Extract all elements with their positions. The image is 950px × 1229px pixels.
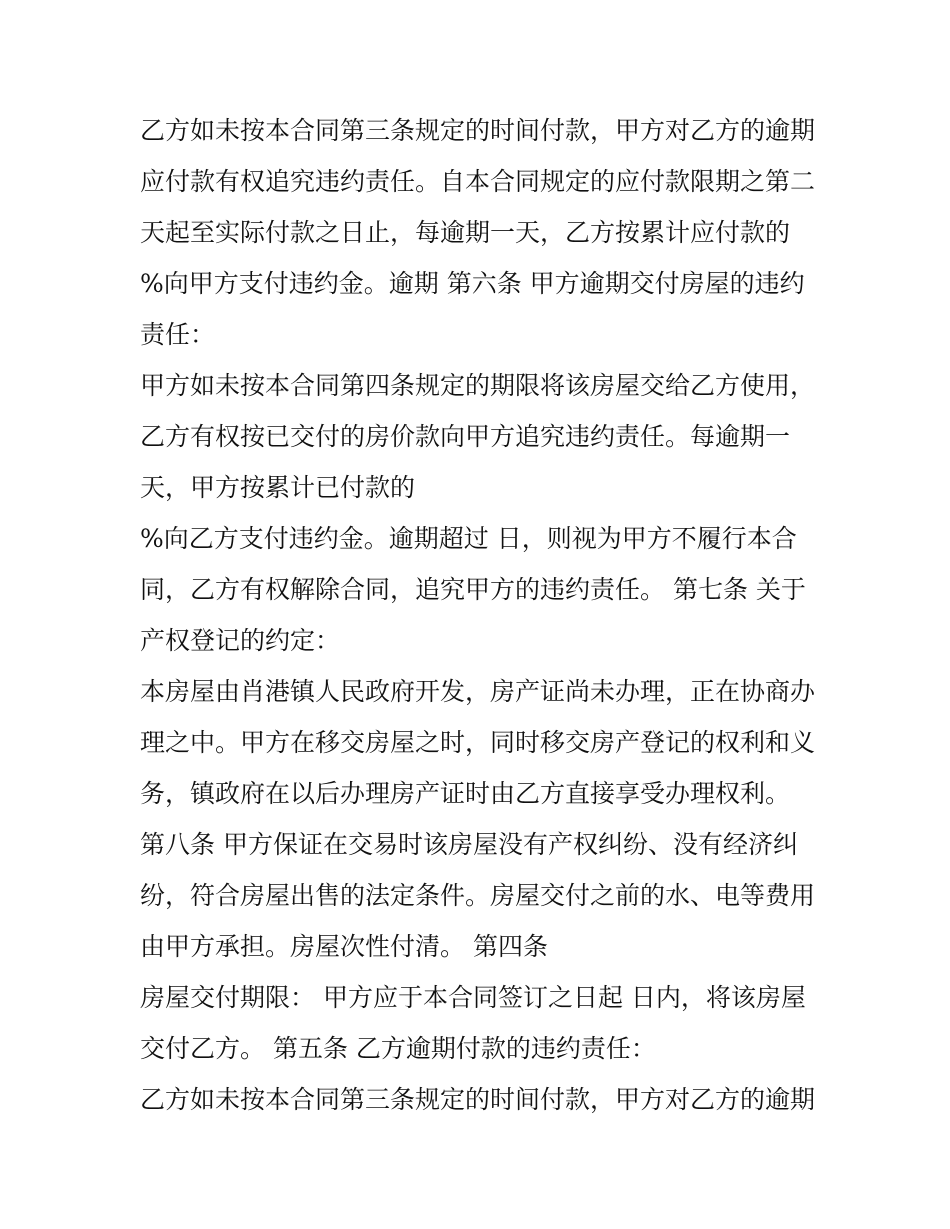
text-line: 天，甲方按累计已付款的 xyxy=(140,473,416,502)
text-line: 理之中。甲方在移交房屋之时，同时移交房产登记的权利和义 xyxy=(140,728,816,757)
text-line: %向乙方支付违约金。逾期超过 日，则视为甲方不履行本合 xyxy=(140,524,797,553)
text-line: 本房屋由肖港镇人民政府开发，房产证尚未办理，正在协商办 xyxy=(140,677,816,706)
text-line: 第八条 甲方保证在交易时该房屋没有产权纠纷、没有经济纠 xyxy=(140,830,798,859)
text-line: 产权登记的约定： xyxy=(140,626,341,655)
text-line: 由甲方承担。房屋次性付清。 第四条 xyxy=(140,932,548,961)
text-line: 乙方有权按已交付的房价款向甲方追究违约责任。每逾期一 xyxy=(140,422,791,451)
text-line: 务，镇政府在以后办理房产证时由乙方直接享受办理权利。 xyxy=(140,779,791,808)
text-line: %向甲方支付违约金。逾期 第六条 甲方逾期交付房屋的违约 xyxy=(140,269,805,298)
text-line: 天起至实际付款之日止，每逾期一天，乙方按累计应付款的 xyxy=(140,218,791,247)
text-line: 同，乙方有权解除合同，追究甲方的违约责任。 第七条 关于 xyxy=(140,575,806,604)
text-line: 应付款有权追究违约责任。自本合同规定的应付款限期之第二 xyxy=(140,167,816,196)
text-line: 责任： xyxy=(140,320,216,349)
text-line: 交付乙方。 第五条 乙方逾期付款的违约责任： xyxy=(140,1034,656,1063)
text-line: 纷，符合房屋出售的法定条件。房屋交付之前的水、电等费用 xyxy=(140,881,816,910)
text-line: 乙方如未按本合同第三条规定的时间付款，甲方对乙方的逾期 xyxy=(140,116,816,145)
contract-text xyxy=(140,105,830,1125)
text-line: 乙方如未按本合同第三条规定的时间付款，甲方对乙方的逾期 xyxy=(140,1085,816,1114)
text-line: 甲方如未按本合同第四条规定的期限将该房屋交给乙方使用， xyxy=(140,371,816,400)
text-line: 房屋交付期限： 甲方应于本合同签订之日起 日内，将该房屋 xyxy=(140,983,806,1012)
